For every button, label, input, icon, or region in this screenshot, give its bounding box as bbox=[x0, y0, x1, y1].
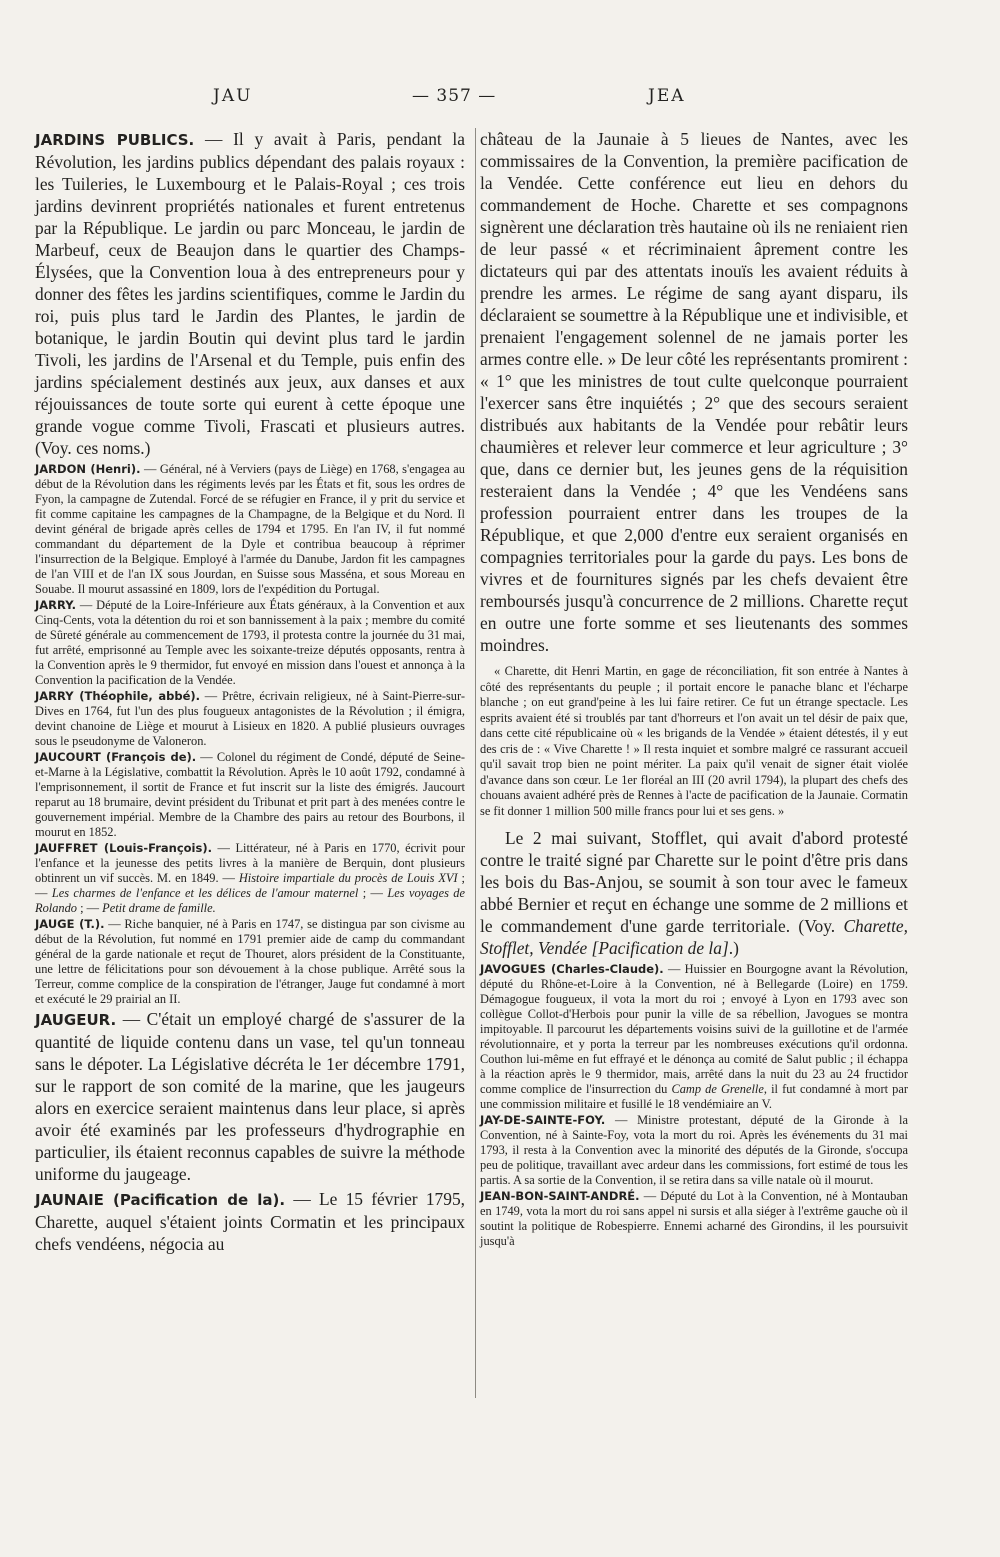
entry-jauge bbox=[35, 917, 465, 1007]
page-number: — 357 — bbox=[412, 86, 497, 106]
headword: JAUNAIE (Pacification de la). bbox=[35, 1191, 286, 1209]
headword: JEAN-BON-SAINT-ANDRÉ. bbox=[480, 1189, 640, 1203]
entry-text: — Député de la Loire-Inférieure aux États généraux, à la Convention et aux Cinq-Cents, vota la détention du roi et son bannissement à la paix ; membre du comité de Sûreté générale au commencement de 1793, il protesta contre la journée du 31 mai, fut arrêté, emprisonné au Temple avec les soixante-treize députés opposants, rentra à la Convention après le 9 thermidor, fut envoyé en mission dans l'ouest et annonça à la Convention la pacification de la Vendée. bbox=[35, 598, 465, 687]
entry-text: — Général, né à Verviers (pays de Liège) en 1768, s'engagea au début de la Révolution dans les régiments levés par les États et fit, sous les ordres de Fyon, la campagne de Zutendal. Forcé de se réfugier en France, il y prit du service et fit comme capitaine les campagnes de la Champagne, de la Belgique et du Nord. Il devint général de brigade après celles de 1794 et 1795. En l'an IV, il fut nommé commandant du département de la Dyle et contribua beaucoup à réprimer l'insurrection de la Belgique. Employé à l'armée du Danube, Jardon fit les campagnes de l'an VIII et de l'an IX sous Jourdan, en Suisse sous Masséna, et sous Moreau en Souabe. Il mourut assassiné en 1809, lors de l'expédition du Portugal. bbox=[35, 462, 465, 596]
headword: JARDINS PUBLICS. bbox=[35, 131, 195, 149]
running-header bbox=[0, 86, 1000, 116]
entry-jardins-publics bbox=[35, 128, 465, 459]
entry-text: — Le 15 février 1795, Charette, auquel s'étaient joints Cormatin et les principaux chefs vendéens, négocia au bbox=[35, 1189, 465, 1254]
separator: ; — bbox=[358, 886, 388, 900]
entry-jaunaie-continued: château de la Jaunaie à 5 lieues de Nantes, avec les commissaires de la Convention, la première pacification de la Vendée. Cette conférence eut lieu en dehors du commandement de Hoche. Charette et ses compagnons signèrent une déclaration très hautaine où ils ne reniaient rien de leur passé « et récriminaient âprement contre les dictateurs qui par des attentats inouïs les avaient réduits à prendre les armes. Le régime de sang ayant disparu, ils déclaraient se soumettre à la République une et indivisible, et prenaient l'engagement solennel de ne jamais porter les armes contre elle. » De leur côté les représentants promirent : « 1° que les ministres de tout culte quelconque pourraient l'exercer sans être inquiétés ; 2° que des secours seraient distribués aux habitants de la Vendée pour rebâtir leurs chaumières et relever leur commerce et leur agriculture ; 3° que, dans ce dernier but, les jeunes gens de la réquisition resteraient dans la Vendée ; 4° que les Vendéens sans profession pourraient entrer dans les troupes de la République, et que 2,000 d'entre eux seraient organisés en compagnies territoriales pour la garde du pays. Les bons de vivres et de fournitures signés par les chefs devaient être remboursés jusqu'à concurrence de 2 millions. Charette reçut en outre une forte somme et ses lieutenants des sommes moindres. bbox=[480, 129, 908, 655]
headword: JAVOGUES (Charles-Claude). bbox=[480, 962, 664, 976]
entry-text: — Colonel du régiment de Condé, député de Seine-et-Marne à la Législative, combattit la Révolution. Après le 10 août 1792, condamné à l'emprisonnement, il sortit de France et fut inscrit sur la liste des émigrés. Jaucourt reparut au 18 brumaire, devint président du Tribunat et prit part à des menées contre le gouvernement impérial. Membre de la Chambre des pairs au retour des Bourbons, il mourut en 1852. bbox=[35, 750, 465, 839]
place-name: Camp de Grenelle bbox=[671, 1082, 764, 1096]
right-column bbox=[480, 128, 908, 1250]
entry-text: — Riche banquier, né à Paris en 1747, se distingua par son civisme au début de la Révolution, fut nommé en 1791 premier aide de camp du commandant général de la garde nationale et reçut de Thouret, alors président de la Constituante, une lettre de félicitations pour son dévouement à la chose publique. Arrêté sous la Terreur, comme complice de la conspiration de l'étranger, Jauge fut condamné à mort et exécuté le 29 prairial an II. bbox=[35, 917, 465, 1006]
headword: JARRY (Théophile, abbé). bbox=[35, 689, 201, 703]
headword: JAY-DE-SAINTE-FOY. bbox=[480, 1113, 606, 1127]
work-title: Les voyages de Rolando bbox=[35, 886, 465, 915]
work-title: Petit drame de famille. bbox=[102, 901, 216, 915]
column-divider bbox=[475, 128, 476, 1398]
entry-text: — Huissier en Bourgogne avant la Révolution, député du Rhône-et-Loire à la Convention, né à Bellegarde (Loire) en 1759. Démagogue fougueux, il vota la mort du roi ; envoyé à Lyon en 1793 avec son collègue Collot-d'Herbois pour punir la ville de sa rébellion, Javogues se montra impitoyable. Il parcourut les départements voisins suivi de la guillotine et de l'armée révolutionnaire, et y porta la terreur par les nombreuses exécutions qu'il ordonna. Couthon lui-même en fut effrayé et le dénonça au comité de Salut public ; il échappa à la réaction après le 9 thermidor, mais, arrêté dans la nuit du 23 au 24 fructidor comme complice de l'insurrection du bbox=[480, 962, 908, 1096]
entry-text-end: , il fut condamné à mort par une commission militaire et fusillé le 18 vendémiaire an V. bbox=[480, 1082, 908, 1111]
work-title: Histoire impartiale du procès de Louis XVI bbox=[238, 871, 458, 885]
entry-javogues bbox=[480, 962, 908, 1112]
paragraph-text: Le 2 mai suivant, Stofflet, qui avait d'abord protesté contre le traité signé par Charette sur le point d'être pris dans les bois du Bas-Anjou, se soumit à son tour avec le fameux abbé Bernier et reçut en échange une somme de 2 millions et le commandement d'une garde territoriale. (Voy. bbox=[480, 828, 908, 936]
headword: JARDON (Henri). bbox=[35, 462, 141, 476]
headword: JAUCOURT (François de). bbox=[35, 750, 197, 764]
entry-jarry bbox=[35, 598, 465, 688]
header-left-word: JAU bbox=[213, 86, 253, 106]
entry-text: — C'était un employé chargé de s'assurer de la quantité de liquide contenu dans un vase, tel qu'un tonneau sans le dépoter. La Législative décréta le 1er décembre 1791, sur le rapport de son comité de la marine, que les jaugeurs alors en exercice seraient maintenus dans leur place, si après avoir été examinés par les professeurs d'hydrographie en particulier, ils étaient reconnus capables de suivre la méthode uniforme du jaugeage. bbox=[35, 1009, 465, 1184]
paragraph-end: .) bbox=[728, 938, 739, 958]
entry-jarry-theophile bbox=[35, 689, 465, 749]
work-title: Les charmes de l'enfance et les délices de l'amour maternel bbox=[51, 886, 359, 900]
headword: JARRY. bbox=[35, 598, 77, 612]
entry-jay-de-sainte-foy bbox=[480, 1113, 908, 1188]
entry-text: — Député du Lot à la Convention, né à Montauban en 1749, vota la mort du roi sans appel ni sursis et alla siéger à l'extrême gauche où il soutint la politique de Robespierre. Ennemi acharné des Girondins, il les poursuivit jusqu'à bbox=[480, 1189, 908, 1248]
separator: ; — bbox=[77, 901, 103, 915]
cross-reference: Charette, Stofflet, Vendée [Pacification de la] bbox=[480, 916, 908, 958]
header-right-word: JEA bbox=[648, 86, 686, 106]
paragraph-stofflet bbox=[480, 827, 908, 959]
entry-text: — Littérateur, né à Paris en 1770, écrivit pour l'enfance et la jeunesse des petits livres à la manière de Berquin, dont plusieurs obtinrent un vif succès. M. en 1849. — bbox=[35, 841, 465, 885]
entry-jaugeur bbox=[35, 1008, 465, 1185]
headword: JAUFFRET (Louis-François). bbox=[35, 841, 212, 855]
entry-jean-bon-saint-andre bbox=[480, 1189, 908, 1249]
entry-jauffret bbox=[35, 841, 465, 916]
entry-text: — Il y avait à Paris, pendant la Révolution, les jardins publics dépendant des palais royaux : les Tuileries, le Luxembourg et le Palais-Royal ; ces trois jardins devinrent propriétés nationales et furent entretenus par la République. Le jardin ou parc Monceau, le jardin de Marbeuf, ceux de Beaujon dans le quartier des Champs-Élysées, que la Convention loua à des entrepreneurs pour y donner des fêtes les jardins scientifiques, comme le Jardin du roi, puis plus tard le Jardin des Plantes, le jardin de botanique, le jardin Boutin qui devint plus tard le jardin Tivoli, les jardins de l'Arsenal et du Temple, puis enfin des jardins spécialement destinés aux jeux, aux danses et aux réjouissances de toute sorte qui eurent à cette époque une grande vogue comme Tivoli, Frascati et plusieurs autres. (Voy. ces noms.) bbox=[35, 129, 465, 458]
entry-text: — Prêtre, écrivain religieux, né à Saint-Pierre-sur-Dives en 1764, fut l'un des plus fougueux antagonistes de la Révolution ; il émigra, devint chanoine de Liège et mourut à Lisieux en 1820. A publié plusieurs ouvrages sous le pseudonyme de Valoneron. bbox=[35, 689, 465, 748]
entry-jardon bbox=[35, 462, 465, 597]
left-column bbox=[35, 128, 465, 1258]
entry-jaucourt bbox=[35, 750, 465, 840]
headword: JAUGEUR. bbox=[35, 1011, 117, 1029]
headword: JAUGE (T.). bbox=[35, 917, 105, 931]
quotation-henri-martin: « Charette, dit Henri Martin, en gage de réconciliation, fit son entrée à Nantes à côté des représentants du peuple ; il portait encore le panache blanc et l'écharpe blanche ; on eut grand'peine à les lui faire retirer. Ce fut un étrange spectacle. Les esprits avaient été si troublés par tant d'horreurs et l'on avait un tel désir de paix que, dans cette cité républicaine où « les brigands de la Vendée » étaient détestés, il y eut des cris de : « Vive Charette ! » Il resta inquiet et sombre malgré ce rassurant accueil qu'il savait trop bien ne point mériter. La paix qu'il venait de signer était violée d'avance dans son cœur. Le 1er floréal an III (20 avril 1794), la plupart des chefs des chouans avaient adhéré près de Rennes à l'acte de pacification de la Jaunaie. Cormatin se fit donner 1 million 500 mille francs pour lui et ses gens. » bbox=[480, 664, 908, 818]
entry-jaunaie bbox=[35, 1188, 465, 1255]
entry-text: — Ministre protestant, député de la Gironde à la Convention, né à Sainte-Foy, vota la mort du roi. Après les événements du 31 mai 1793, il resta à la Convention avec la minorité des députés de la Gironde, s'occupa peu de politique, travaillant avec ardeur dans les commissions, fort estimé de tous les partis. A sa sortie de la Convention, il se retira dans sa ville natale où il mourut. bbox=[480, 1113, 908, 1187]
separator: ; — bbox=[35, 871, 465, 900]
